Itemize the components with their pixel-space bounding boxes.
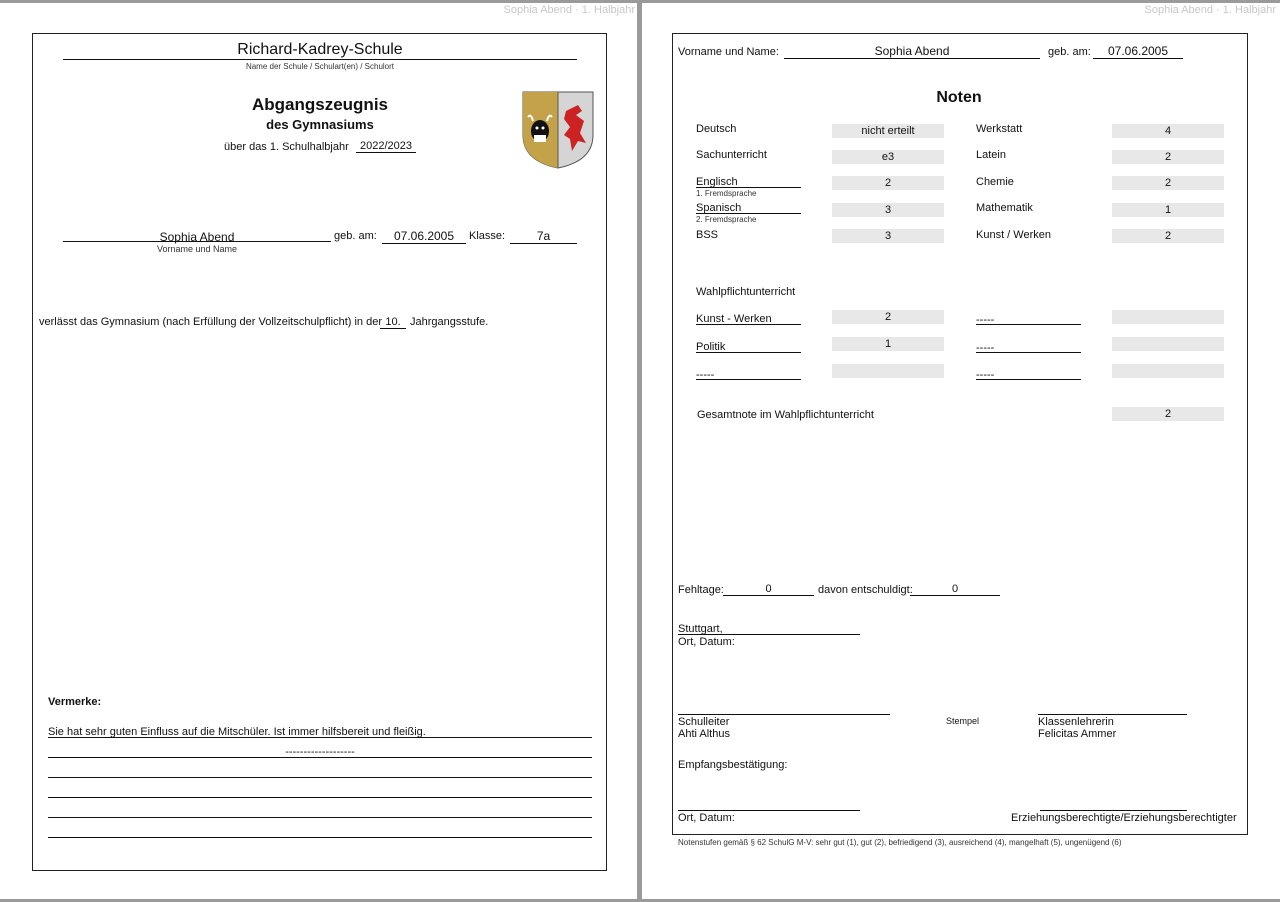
subject-englisch: Englisch — [696, 176, 738, 188]
leave-grade: 10. — [380, 316, 406, 329]
school-name-line — [63, 59, 577, 60]
place: Stuttgart, — [678, 623, 723, 635]
elective-right-1: ----- — [976, 314, 995, 326]
absence-days: 0 — [723, 583, 814, 596]
teacher-role: Klassenlehrerin — [1038, 716, 1114, 728]
grade-chemie: 2 — [1112, 176, 1224, 190]
principal-role: Schulleiter — [678, 716, 730, 728]
receipt-label: Empfangsbestätigung: — [678, 759, 788, 771]
certificate-page-1 — [0, 3, 637, 899]
elective-left-3: ----- — [696, 369, 715, 381]
elective-right-2-grade — [1112, 337, 1224, 351]
leave-text: verlässt das Gymnasium (nach Erfüllung der Vollzeitschulpflicht) in der — [39, 316, 382, 328]
elective-right-1-grade — [1112, 310, 1224, 324]
elective-left-1-grade: 2 — [832, 310, 944, 324]
excused-label: davon entschuldigt: — [818, 584, 913, 596]
certificate-subtitle: des Gymnasiums — [266, 117, 374, 132]
place-line — [678, 634, 860, 635]
remarks-text: Sie hat sehr guten Einfluss auf die Mitschüler. Ist immer hilfsbereit und fleißig. — [48, 726, 426, 738]
student-name-line — [63, 241, 331, 242]
receipt-place-date: Ort, Datum: — [678, 812, 735, 824]
principal-name: Ahti Althus — [678, 728, 730, 740]
grade-kunst-werken: 2 — [1112, 229, 1224, 243]
grade-bss: 3 — [832, 229, 944, 243]
grade-latein: 2 — [1112, 150, 1224, 164]
grade-werkstatt: 4 — [1112, 124, 1224, 138]
guardian-signature-line — [1040, 810, 1187, 811]
leave-text-after: Jahrgangsstufe. — [410, 316, 489, 328]
elective-right-1-line — [976, 324, 1081, 325]
elective-left-3-grade — [832, 364, 944, 378]
elective-right-2-line — [976, 352, 1081, 353]
remarks-dashes: ------------------- — [285, 746, 355, 758]
subject-werkstatt: Werkstatt — [976, 123, 1023, 135]
subject-bss: BSS — [696, 229, 719, 241]
school-year: 2022/2023 — [356, 140, 416, 153]
elective-left-2: Politik — [696, 341, 726, 353]
remarks-line — [48, 737, 592, 738]
englisch-note: 1. Fremdsprache — [696, 189, 757, 198]
elective-left-2-line — [696, 352, 801, 353]
elective-left-2-grade: 1 — [832, 337, 944, 351]
elective-right-3-line — [976, 379, 1081, 380]
subject-chemie: Chemie — [976, 176, 1014, 188]
elective-label: Wahlpflichtunterricht — [696, 286, 796, 298]
subject-kunst-werken: Kunst / Werken — [976, 229, 1051, 241]
elective-left-3-line — [696, 379, 801, 380]
certificate-page-2 — [642, 3, 1280, 899]
elective-right-2: ----- — [976, 342, 995, 354]
remarks-line — [48, 797, 592, 798]
class-value: 7a — [510, 229, 577, 244]
student-name: Sophia Abend — [159, 230, 235, 244]
absence-label: Fehltage: — [678, 584, 724, 596]
receipt-place-line — [678, 810, 860, 811]
subject-latein: Latein — [976, 149, 1006, 161]
birth-date: 07.06.2005 — [382, 229, 466, 244]
remarks-line — [48, 837, 592, 838]
student-name: Sophia Abend — [784, 44, 1040, 59]
term-text: über das 1. Schulhalbjahr — [224, 141, 349, 153]
header-watermark: Sophia Abend · 1. Halbjahr — [503, 4, 635, 16]
grade-englisch: 2 — [832, 176, 944, 190]
remarks-line — [48, 817, 592, 818]
grade-sachunterricht: e3 — [832, 150, 944, 164]
class-label: Klasse: — [469, 230, 506, 242]
subject-spanisch-line — [696, 213, 801, 214]
coat-of-arms-icon — [522, 91, 594, 174]
remarks-label: Vermerke: — [48, 696, 102, 708]
footnote: Notenstufen gemäß § 62 SchulG M-V: sehr gut (1), gut (2), befriedigend (3), ausreichend (4), mangelhaft (5), ungenügend (6) — [678, 838, 1122, 847]
grade-deutsch: nicht erteilt — [832, 124, 944, 138]
school-name: Richard-Kadrey-Schule — [237, 41, 403, 58]
subject-englisch-line — [696, 187, 801, 188]
overall-elective-label: Gesamtnote im Wahlpflichtunterricht — [697, 409, 874, 421]
name-label: Vorname und Name: — [678, 46, 779, 58]
stamp-label: Stempel — [946, 716, 980, 726]
header-watermark: Sophia Abend · 1. Halbjahr — [1144, 4, 1276, 16]
excused-days: 0 — [910, 583, 1000, 596]
place-date-caption: Ort, Datum: — [678, 636, 735, 648]
subject-spanisch: Spanisch — [696, 202, 742, 214]
grade-spanisch: 3 — [832, 203, 944, 217]
birth-label: geb. am: — [334, 230, 377, 242]
grades-title: Noten — [936, 89, 982, 106]
remarks-line — [48, 777, 592, 778]
overall-elective-grade: 2 — [1112, 407, 1224, 421]
certificate-title: Abgangszeugnis — [251, 95, 388, 114]
birth-date: 07.06.2005 — [1093, 44, 1183, 59]
elective-left-1-line — [696, 324, 801, 325]
principal-signature-line — [678, 714, 890, 715]
elective-left-1: Kunst - Werken — [696, 313, 772, 325]
elective-right-3-grade — [1112, 364, 1224, 378]
subject-sachunterricht: Sachunterricht — [696, 149, 767, 161]
subject-deutsch: Deutsch — [696, 123, 737, 135]
school-caption: Name der Schule / Schulart(en) / Schulort — [245, 62, 395, 71]
teacher-signature-line — [1038, 714, 1187, 715]
grade-mathematik: 1 — [1112, 203, 1224, 217]
name-caption: Vorname und Name — [156, 244, 238, 254]
guardian-label: Erziehungsberechtigte/Erziehungsberechtigter — [1011, 812, 1237, 824]
spanisch-note: 2. Fremdsprache — [696, 215, 757, 224]
teacher-name: Felicitas Ammer — [1038, 728, 1117, 740]
remarks-line — [48, 757, 592, 758]
subject-mathematik: Mathematik — [976, 202, 1033, 214]
birth-label: geb. am: — [1048, 46, 1091, 58]
elective-right-3: ----- — [976, 369, 995, 381]
